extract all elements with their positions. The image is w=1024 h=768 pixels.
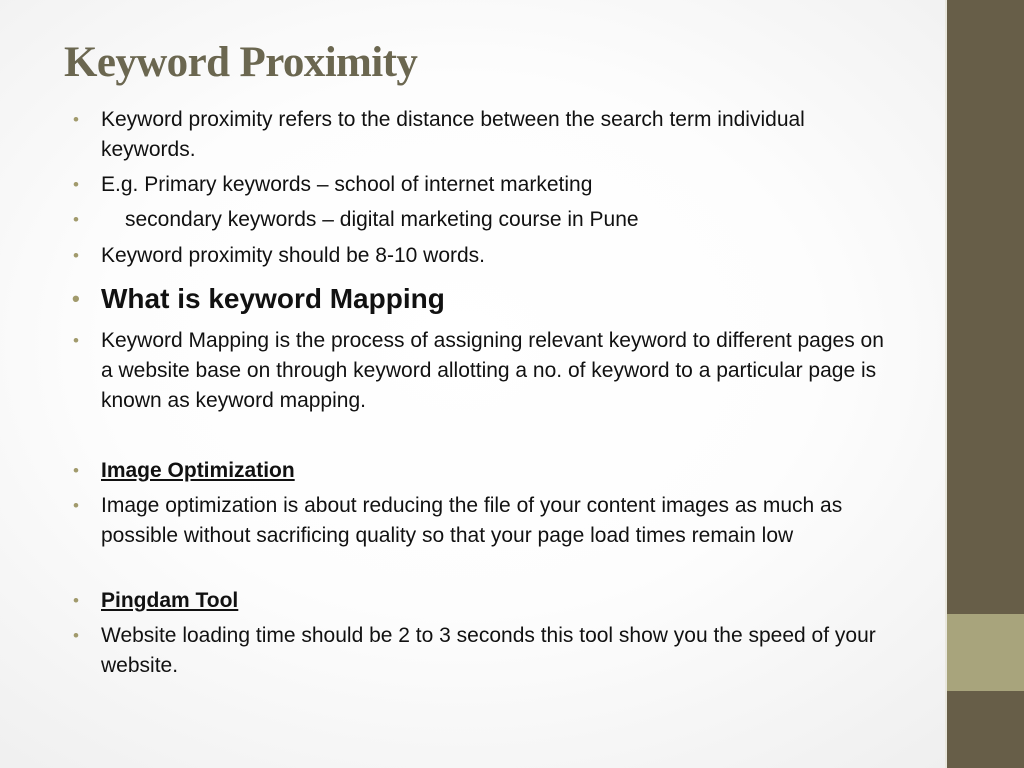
section-heading bbox=[72, 282, 901, 316]
bullet-item bbox=[73, 326, 901, 416]
bullet-text: Keyword Mapping is the process of assigning relevant keyword to different pages on a website base on through keyword allotting a no. of keyword to a particular page is known as keyword mapping. bbox=[101, 329, 884, 412]
bullet-marker-icon: • bbox=[73, 110, 79, 129]
bullet-marker-icon: • bbox=[73, 461, 79, 480]
bullet-marker-icon: • bbox=[73, 246, 79, 265]
bullet-marker-icon: • bbox=[73, 210, 79, 229]
section-heading bbox=[73, 586, 901, 616]
bullet-marker-icon: • bbox=[73, 331, 79, 350]
bullet-marker-icon: • bbox=[73, 496, 79, 515]
bullet-item bbox=[73, 491, 901, 551]
heading-text: Image Optimization bbox=[101, 459, 295, 482]
heading-text: What is keyword Mapping bbox=[101, 283, 445, 314]
slide-title: Keyword Proximity bbox=[64, 39, 418, 86]
bullet-marker-icon: • bbox=[73, 175, 79, 194]
bullet-text: Keyword proximity refers to the distance between the search term individual keywords. bbox=[101, 108, 805, 161]
bullet-marker-icon: • bbox=[73, 591, 79, 610]
heading-text: Pingdam Tool bbox=[101, 589, 239, 612]
bullet-item bbox=[73, 205, 901, 235]
section-heading bbox=[73, 456, 901, 486]
bullet-text: E.g. Primary keywords – school of internet marketing bbox=[101, 173, 593, 196]
bullet-text: secondary keywords – digital marketing course in Pune bbox=[125, 208, 639, 231]
bullet-item bbox=[73, 105, 901, 165]
bullet-item bbox=[73, 621, 901, 681]
bullet-text: Image optimization is about reducing the file of your content images as much as possible without sacrificing quality so that your page load times remain low bbox=[101, 494, 843, 547]
bullet-marker-icon: • bbox=[73, 626, 79, 645]
bullet-text: Keyword proximity should be 8-10 words. bbox=[101, 244, 486, 267]
bullet-item bbox=[73, 170, 901, 200]
bullet-marker-icon: • bbox=[72, 286, 80, 311]
side-accent-block bbox=[947, 614, 1024, 691]
bullet-item bbox=[73, 241, 901, 271]
bullet-text: Website loading time should be 2 to 3 seconds this tool show you the speed of your website. bbox=[101, 624, 876, 677]
